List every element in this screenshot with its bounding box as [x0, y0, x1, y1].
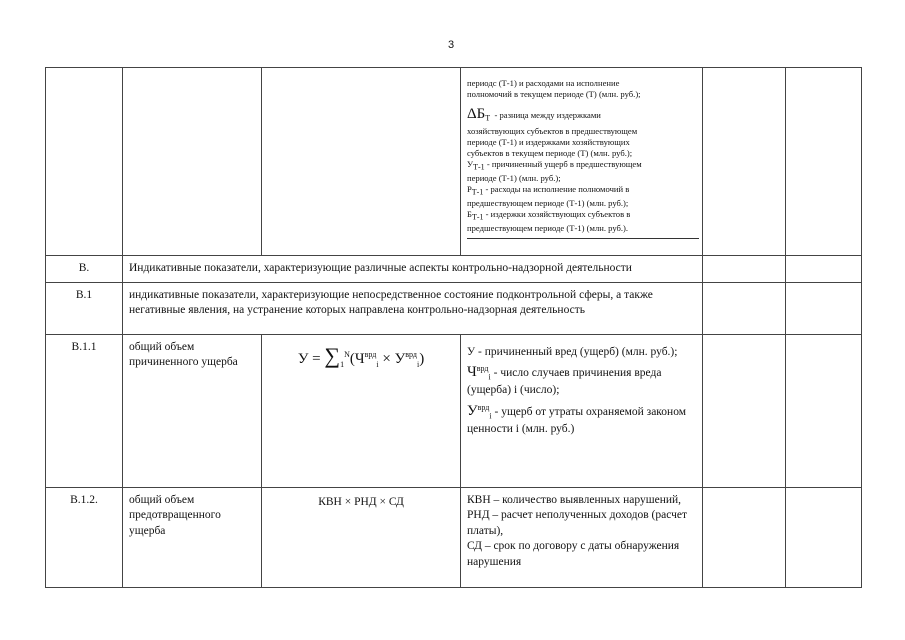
- legend-line: КВН – количество выявленных нарушений,: [467, 493, 682, 506]
- p-symbol: Р: [467, 184, 472, 195]
- cell-empty: [46, 68, 123, 256]
- desc-line: субъектов в текущем периоде (Т) (млн. руб.);: [467, 148, 633, 159]
- legend-line: У - причиненный вред (ущерб) (млн. руб.);: [467, 345, 678, 358]
- legend-symbol: Ч: [467, 364, 477, 381]
- delta-line: [467, 105, 696, 124]
- desc-line: - причиненный ущерб в предшествующем: [486, 159, 642, 170]
- p-sub: Т-1: [471, 187, 484, 197]
- b-symbol: Б: [467, 209, 472, 220]
- formula-legend: [461, 487, 703, 587]
- table-row: [46, 256, 862, 283]
- indicator-name: общий объем предотвращенного ущерба: [123, 487, 262, 587]
- cell-empty: [786, 487, 862, 587]
- cell-empty: [123, 68, 262, 256]
- desc-line: - разница между издержками: [494, 110, 601, 120]
- sum-upper: N: [344, 349, 350, 359]
- times-symbol: ×: [382, 350, 391, 367]
- cell-empty: [262, 68, 461, 256]
- row-code: В.1: [46, 282, 123, 334]
- cell-empty: [703, 68, 786, 256]
- u-symbol: У: [467, 159, 474, 170]
- u-line: [467, 159, 696, 173]
- legend-line: - число случаев причинения вреда (ущерба) i (число);: [467, 367, 662, 397]
- table-row: [46, 334, 862, 487]
- section-heading: Индикативные показатели, характеризующие различные аспекты контрольно-надзорной деятельности: [123, 256, 703, 283]
- row-code: В.1.1: [46, 334, 123, 487]
- desc-line: предшествующем периоде (Т-1) (млн. руб.).: [467, 223, 629, 234]
- legend-line: - ущерб от утраты охраняемой законом ценности i (млн. руб.): [467, 405, 687, 435]
- legend-line-sym: [467, 362, 696, 399]
- term2-sub: i: [416, 359, 420, 369]
- cell-empty: [786, 68, 862, 256]
- cell-empty: [703, 334, 786, 487]
- legend-sup: врд: [477, 402, 490, 412]
- indicators-table: [45, 67, 862, 588]
- desc-line: - расходы на исполнение полномочий в: [485, 184, 630, 195]
- sum-lower: 1: [340, 359, 345, 369]
- desc-line: периоде (Т-1) (млн. руб.);: [467, 173, 561, 184]
- indicator-name: общий объем причиненного ущерба: [123, 334, 262, 487]
- legend-line-sym: [467, 401, 696, 438]
- sum-symbol: ∑: [324, 342, 341, 368]
- cell-empty: [786, 256, 862, 283]
- legend-sub: i: [488, 372, 491, 382]
- cell-empty: [786, 282, 862, 334]
- term1-sub: i: [376, 359, 379, 369]
- p-line: [467, 184, 696, 198]
- formula-lhs: У =: [297, 350, 321, 367]
- desc-line: - издержки хозяйствующих субъектов в: [485, 209, 631, 220]
- formula-description-cell: [461, 68, 703, 256]
- formula-legend: [461, 334, 703, 487]
- section-description: индикативные показатели, характеризующие непосредственное состояние подконтрольной сферы, а также негативные явления, на устранение которых направлена контрольно-надзорная деятельность: [123, 282, 703, 334]
- cell-empty: [786, 334, 862, 487]
- term1: Ч: [354, 350, 365, 367]
- formula-cell: КВН × РНД × СД: [262, 487, 461, 587]
- desc-line: хозяйствующих субъектов в предшествующем: [467, 126, 638, 137]
- formula-cell: $У = \sum_1^N(Ч^{врд}_i \times У^{врд}_i)$: [262, 334, 461, 487]
- table-row: [46, 487, 862, 587]
- term1-sup: врд: [364, 349, 377, 359]
- term2-sup: врд: [405, 349, 417, 359]
- legend-symbol: У: [467, 402, 478, 419]
- cell-empty: [703, 487, 786, 587]
- term2: У: [394, 350, 406, 367]
- row-code: В.1.2.: [46, 487, 123, 587]
- legend-sub: i: [489, 410, 492, 420]
- legend-sup: врд: [476, 364, 489, 374]
- b-line: [467, 209, 696, 223]
- cell-empty: [703, 256, 786, 283]
- cell-empty: [703, 282, 786, 334]
- table-row: [46, 68, 862, 256]
- row-code: В.: [46, 256, 123, 283]
- b-sub: Т-1: [471, 212, 484, 222]
- desc-line: периоде (Т-1) и издержками хозяйствующих: [467, 137, 630, 148]
- legend-line: СД – срок по договору с даты обнаружения нарушения: [467, 540, 680, 568]
- legend-line: РНД – расчет неполученных доходов (расчет платы),: [467, 509, 688, 537]
- page-number: 3: [448, 39, 455, 51]
- desc-line: периодс (Т-1) и расходами на исполнение: [467, 78, 620, 88]
- desc-line: полномочий в текущем периоде (Т) (млн. руб.);: [467, 89, 641, 99]
- underline-rule: [467, 238, 699, 239]
- delta-sub: Т: [485, 113, 491, 123]
- u-sub: Т-1: [473, 162, 485, 172]
- delta-symbol: ΔБ: [467, 106, 486, 122]
- table-row: [46, 282, 862, 334]
- desc-line: предшествующем периоде (Т-1) (млн. руб.);: [467, 198, 629, 209]
